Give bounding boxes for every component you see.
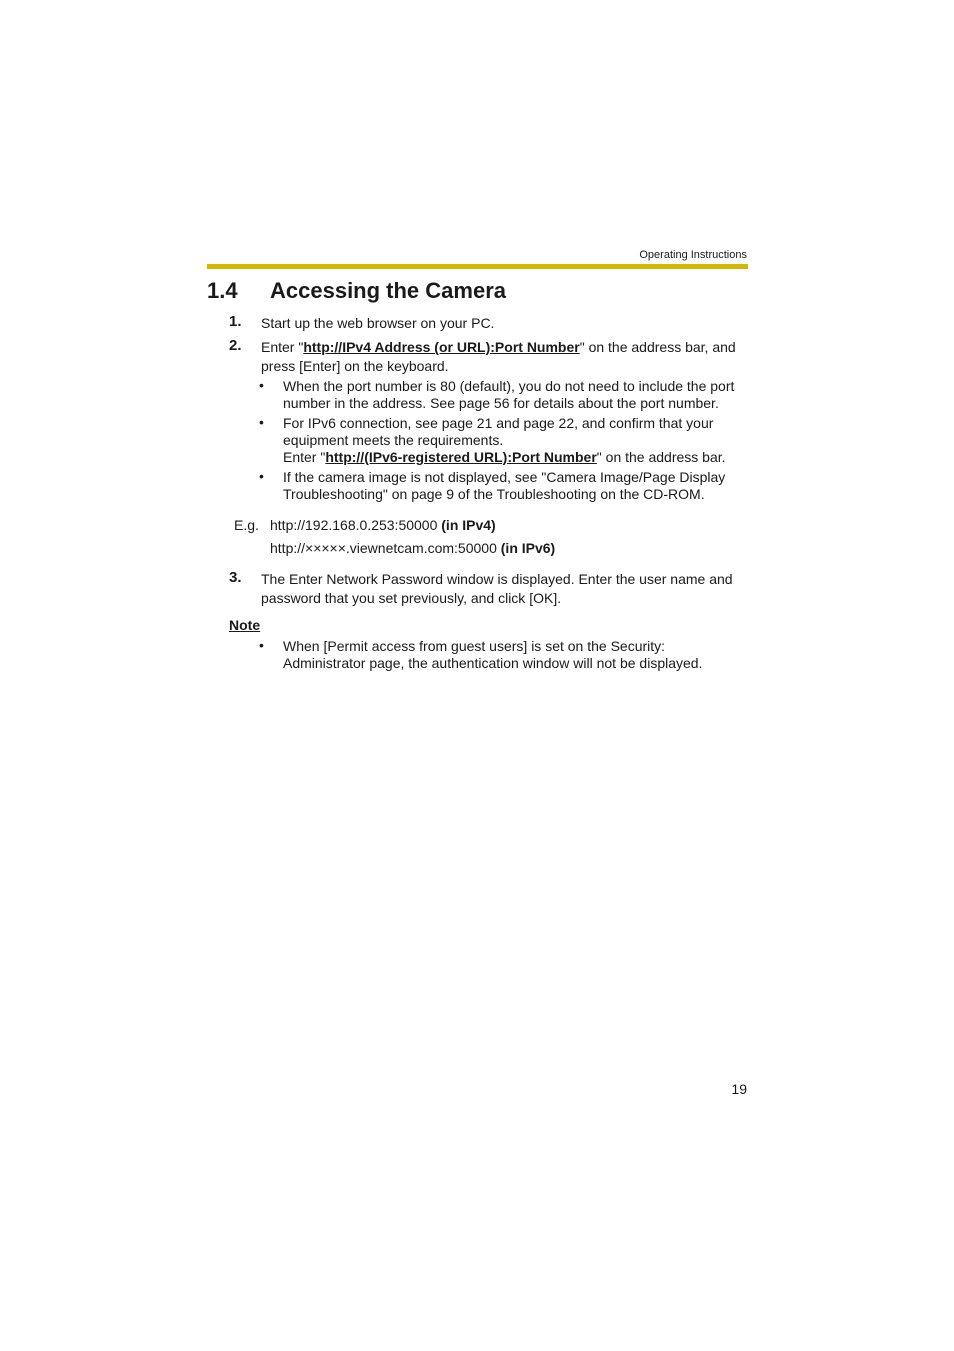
bullet-2-line-1: For IPv6 connection, see page 21 and page 22, and confirm that your [283,415,714,431]
bullet-glyph: • [259,414,264,430]
step-2-post: " on the address bar, and [579,339,736,355]
step-number-1: 1. [229,313,242,330]
enter-pre: Enter " [283,449,326,465]
note-line-2: Administrator page, the authentication window will not be displayed. [283,655,703,671]
bullet-glyph: • [259,377,264,393]
section-title: Accessing the Camera [270,278,506,303]
example-ipv4-tag: (in IPv4) [441,517,496,533]
step-2-pre: Enter " [261,339,304,355]
step-2-line-2: press [Enter] on the keyboard. [261,358,449,374]
bullet-2-line-2: equipment meets the requirements. [283,432,504,448]
step-number-2: 2. [229,337,242,354]
bullet-glyph: • [259,468,264,484]
step-3-line-1: The Enter Network Password window is displayed. Enter the user name and [261,571,733,587]
example-ipv6-tag: (in IPv6) [500,540,556,556]
step-2-line-1 [261,338,736,356]
bullet-2-enter-line [283,448,726,466]
bullet-1-line-1: When the port number is 80 (default), you do not need to include the port [283,378,735,394]
example-ipv6-url: http://×××××.viewnetcam.com:50000 [270,540,497,556]
enter-post: " on the address bar. [596,449,726,465]
header-rule [207,264,748,269]
section-number: 1.4 [207,278,238,303]
running-header: Operating Instructions [639,249,747,261]
step-number-3: 3. [229,569,242,586]
example-ipv4-url: http://192.168.0.253:50000 [270,517,438,533]
step-3-line-2: password that you set previously, and click [OK]. [261,590,562,606]
example-label: E.g. [234,517,259,533]
note-line-1: When [Permit access from guest users] is set on the Security: [283,638,666,654]
ipv6-url-link: http://(IPv6-registered URL):Port Number [325,449,597,465]
bullet-1-line-2: number in the address. See page 56 for details about the port number. [283,395,719,411]
bullet-3-line-1: If the camera image is not displayed, see "Camera Image/Page Display [283,469,726,485]
example-ipv4 [270,516,496,534]
bullet-3-line-2: Troubleshooting" on page 9 of the Troubleshooting on the CD-ROM. [283,486,705,502]
step-1-text: Start up the web browser on your PC. [261,315,495,331]
bullet-glyph: • [259,637,264,653]
note-heading: Note [229,617,261,633]
page-number: 19 [731,1081,747,1097]
ipv4-address-link: http://IPv4 Address (or URL):Port Number [303,339,580,355]
example-ipv6 [270,539,555,557]
